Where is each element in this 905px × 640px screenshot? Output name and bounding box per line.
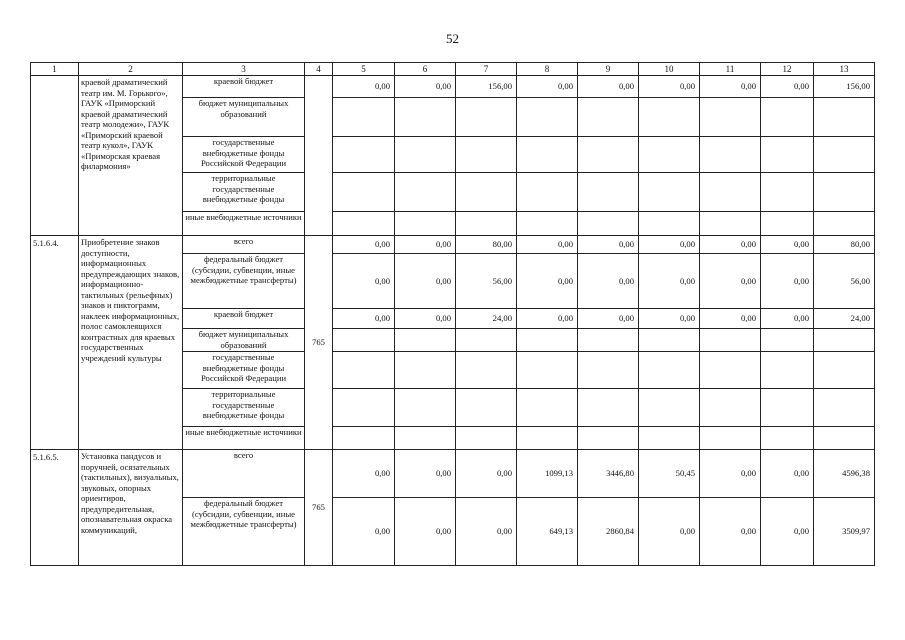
value-cell: 0,00	[333, 450, 395, 498]
value-cell: 2860,84	[578, 498, 639, 566]
value-cell: 0,00	[700, 236, 761, 254]
value-cell: 0,00	[639, 254, 700, 309]
event-name: краевой драматический театр им. М. Горького», ГАУК «Приморский краевой драматический театр молодежи», ГАУК «Приморский краевой театр кукол», ГАУК «Приморская краевая филармония»	[79, 76, 183, 236]
source-cell: федеральный бюджет (субсидии, субвенции, иные межбюджетные трансферты)	[183, 254, 305, 309]
id-cell	[31, 76, 79, 236]
value-cell: 80,00	[456, 236, 517, 254]
header-cell: 5	[333, 63, 395, 76]
value-cell: 4596,38	[814, 450, 875, 498]
value-cell: 0,00	[517, 76, 578, 98]
value-cell: 0,00	[639, 309, 700, 329]
header-cell: 3	[183, 63, 305, 76]
page-number: 52	[446, 31, 459, 46]
value-cell: 0,00	[761, 236, 814, 254]
event-name: Установка пандусов и поручней, осязательных (тактильных), визуальных, звуковых, опорных ориентиров, предупредительная, опознавательная окраска коммуникаций,	[79, 450, 183, 566]
code-cell: 765	[305, 236, 333, 450]
source-cell: территориальные государственные внебюджетные фонды	[183, 389, 305, 427]
header-cell: 11	[700, 63, 761, 76]
value-cell: 156,00	[456, 76, 517, 98]
value-cell: 0,00	[333, 498, 395, 566]
value-cell: 0,00	[333, 236, 395, 254]
header-row	[31, 63, 875, 76]
header-cell: 12	[761, 63, 814, 76]
value-cell: 0,00	[761, 498, 814, 566]
value-cell: 0,00	[578, 236, 639, 254]
header-cell: 4	[305, 63, 333, 76]
value-cell: 0,00	[333, 254, 395, 309]
value-cell: 0,00	[517, 254, 578, 309]
header-cell: 7	[456, 63, 517, 76]
value-cell: 0,00	[517, 309, 578, 329]
value-cell: 0,00	[700, 76, 761, 98]
source-cell: государственные внебюджетные фонды Российской Федерации	[183, 137, 305, 173]
value-cell: 0,00	[395, 309, 456, 329]
header-cell: 6	[395, 63, 456, 76]
table-row	[31, 76, 875, 98]
source-cell: всего	[183, 236, 305, 254]
source-cell: государственные внебюджетные фонды Российской Федерации	[183, 352, 305, 389]
value-cell: 0,00	[333, 76, 395, 98]
value-cell: 0,00	[578, 309, 639, 329]
value-cell: 0,00	[761, 76, 814, 98]
table-row	[31, 236, 875, 254]
value-cell: 56,00	[456, 254, 517, 309]
source-cell: территориальные государственные внебюджетные фонды	[183, 173, 305, 212]
code-cell: 765	[305, 450, 333, 566]
item-id: 5.1.6.5.	[31, 450, 79, 566]
value-cell: 0,00	[333, 309, 395, 329]
source-cell: краевой бюджет	[183, 309, 305, 329]
source-cell: иные внебюджетные источники	[183, 212, 305, 236]
code-cell	[305, 76, 333, 236]
value-cell: 0,00	[578, 254, 639, 309]
value-cell: 56,00	[814, 254, 875, 309]
value-cell: 649,13	[517, 498, 578, 566]
value-cell: 0,00	[700, 498, 761, 566]
value-cell: 1099,13	[517, 450, 578, 498]
header-cell: 1	[31, 63, 79, 76]
item-id: 5.1.6.4.	[31, 236, 79, 450]
value-cell: 0,00	[700, 450, 761, 498]
value-cell: 0,00	[395, 254, 456, 309]
value-cell: 0,00	[761, 254, 814, 309]
value-cell: 0,00	[395, 498, 456, 566]
source-cell: федеральный бюджет (субсидии, субвенции, иные межбюджетные трансферты)	[183, 498, 305, 566]
table-row	[31, 450, 875, 498]
header-cell: 10	[639, 63, 700, 76]
value-cell: 50,45	[639, 450, 700, 498]
value-cell: 0,00	[700, 309, 761, 329]
value-cell: 0,00	[395, 76, 456, 98]
source-cell: бюджет муниципальных образований	[183, 98, 305, 137]
source-cell: краевой бюджет	[183, 76, 305, 98]
value-cell: 0,00	[761, 450, 814, 498]
value-cell: 0,00	[395, 236, 456, 254]
value-cell: 0,00	[761, 309, 814, 329]
value-cell: 80,00	[814, 236, 875, 254]
value-cell: 0,00	[639, 76, 700, 98]
value-cell: 0,00	[639, 236, 700, 254]
value-cell: 24,00	[456, 309, 517, 329]
value-cell: 3446,80	[578, 450, 639, 498]
value-cell: 0,00	[517, 236, 578, 254]
header-cell: 9	[578, 63, 639, 76]
header-cell: 2	[79, 63, 183, 76]
header-cell: 8	[517, 63, 578, 76]
value-cell: 0,00	[395, 450, 456, 498]
budget-table	[30, 62, 875, 566]
value-cell: 3509,97	[814, 498, 875, 566]
value-cell: 156,00	[814, 76, 875, 98]
source-cell: бюджет муниципальных образований	[183, 329, 305, 352]
source-cell: всего	[183, 450, 305, 498]
value-cell: 0,00	[700, 254, 761, 309]
value-cell: 0,00	[456, 450, 517, 498]
header-cell: 13	[814, 63, 875, 76]
value-cell: 0,00	[578, 76, 639, 98]
event-name: Приобретение знаков доступности, информационных предупреждающих знаков, информационно-тактильных (рельефных) знаков и пиктограмм, наклеек информационных, полос самоклеящихся контрастных для краевых государственных учреждений культуры	[79, 236, 183, 450]
value-cell: 24,00	[814, 309, 875, 329]
source-cell: иные внебюджетные источники	[183, 427, 305, 450]
value-cell: 0,00	[456, 498, 517, 566]
value-cell: 0,00	[639, 498, 700, 566]
